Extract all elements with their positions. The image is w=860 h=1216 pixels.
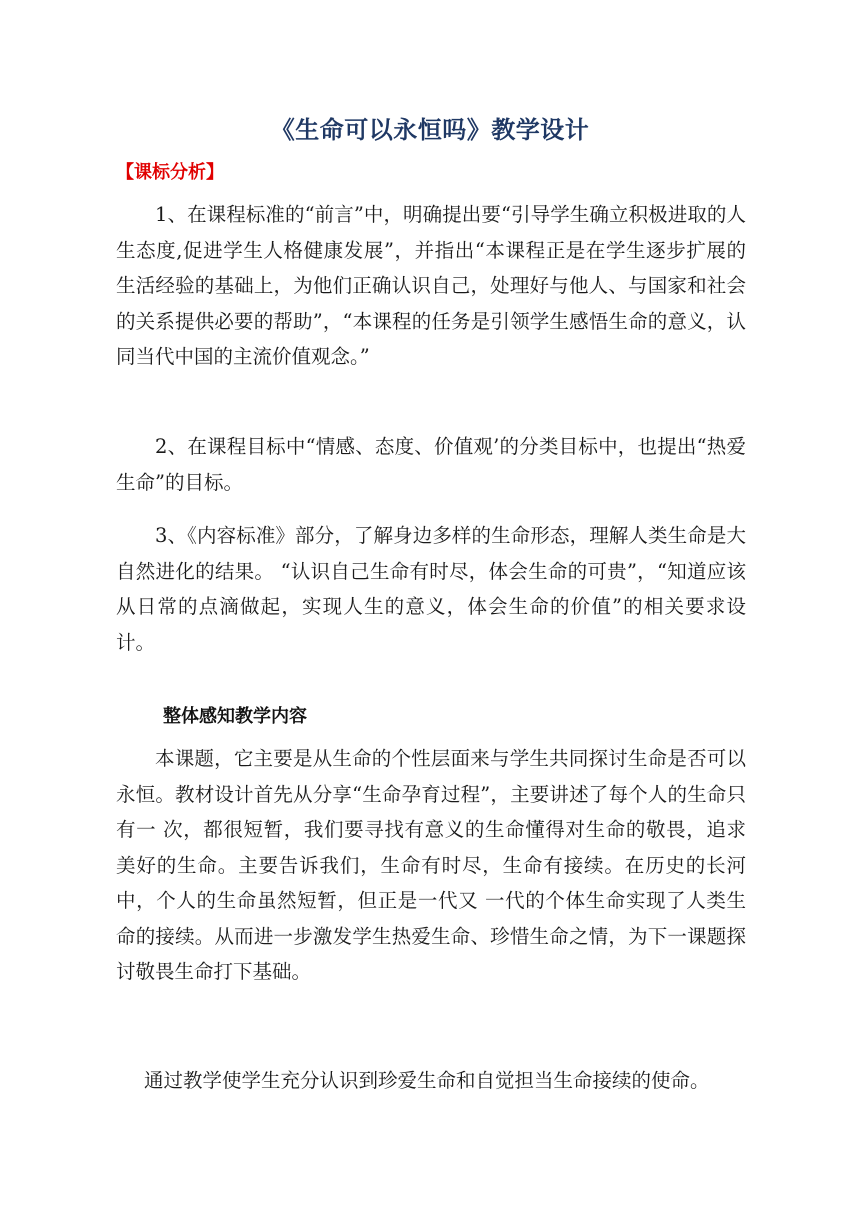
paragraph-4 — [116, 741, 746, 990]
paragraph-5: 通过教学使学生充分认识到珍爱生命和自觉担当生命接续的使命。 — [144, 1069, 710, 1092]
paragraph-2 — [116, 429, 746, 500]
paragraph-4-text: 本课题，它主要是从生命的个性层面来与学生共同探讨生命是否可以永恒。教材设计首先从分享“生命孕育过程”，主要讲述了每个人的生命只有一 次，都很短暂，我们要寻找有意义的生命懂得对生命的敬畏，追求美好的生命。主要告诉我们，生命有时尽，生命有接续。在历史的长河中，个人的生命虽然短暂，但正是一代又 一代的个体生命实现了人类生命的接续。从而进一步激发学生热爱生命、珍惜生命之情，为下一课题探讨敬畏生命打下基础。 — [116, 747, 746, 983]
paragraph-3 — [116, 518, 746, 660]
document-title: 《生命可以永恒吗》教学设计 — [270, 116, 590, 144]
paragraph-1-text: 1、在课程标准的“前言”中，明确提出要“引导学生确立积极进取的人生态度,促进学生人格健康发展”，并指出“本课程正是在学生逐步扩展的生活经验的基础上，为他们正确认识自己，处理好与他人、与国家和社会的关系提供必要的帮助”，“本课程的任务是引领学生感悟生命的意义，认同当代中国的主流价值观念。” — [116, 203, 746, 368]
paragraph-3-text: 3、《内容标准》部分，了解身边多样的生命形态，理解人类生命是大自然进化的结果。 “认识自己生命有时尽，体会生命的可贵”，“知道应该从日常的点滴做起，实现人生的意义，体会生命的价值”的相关要求设计。 — [116, 524, 746, 654]
section-heading-curriculum-analysis: 【课标分析】 — [116, 162, 224, 183]
paragraph-1 — [116, 197, 746, 375]
paragraph-2-text: 2、在课程目标中“情感、态度、价值观’的分类目标中，也提出“热爱生命”的目标。 — [116, 435, 746, 494]
subheading-overall-content: 整体感知教学内容 — [163, 706, 307, 727]
